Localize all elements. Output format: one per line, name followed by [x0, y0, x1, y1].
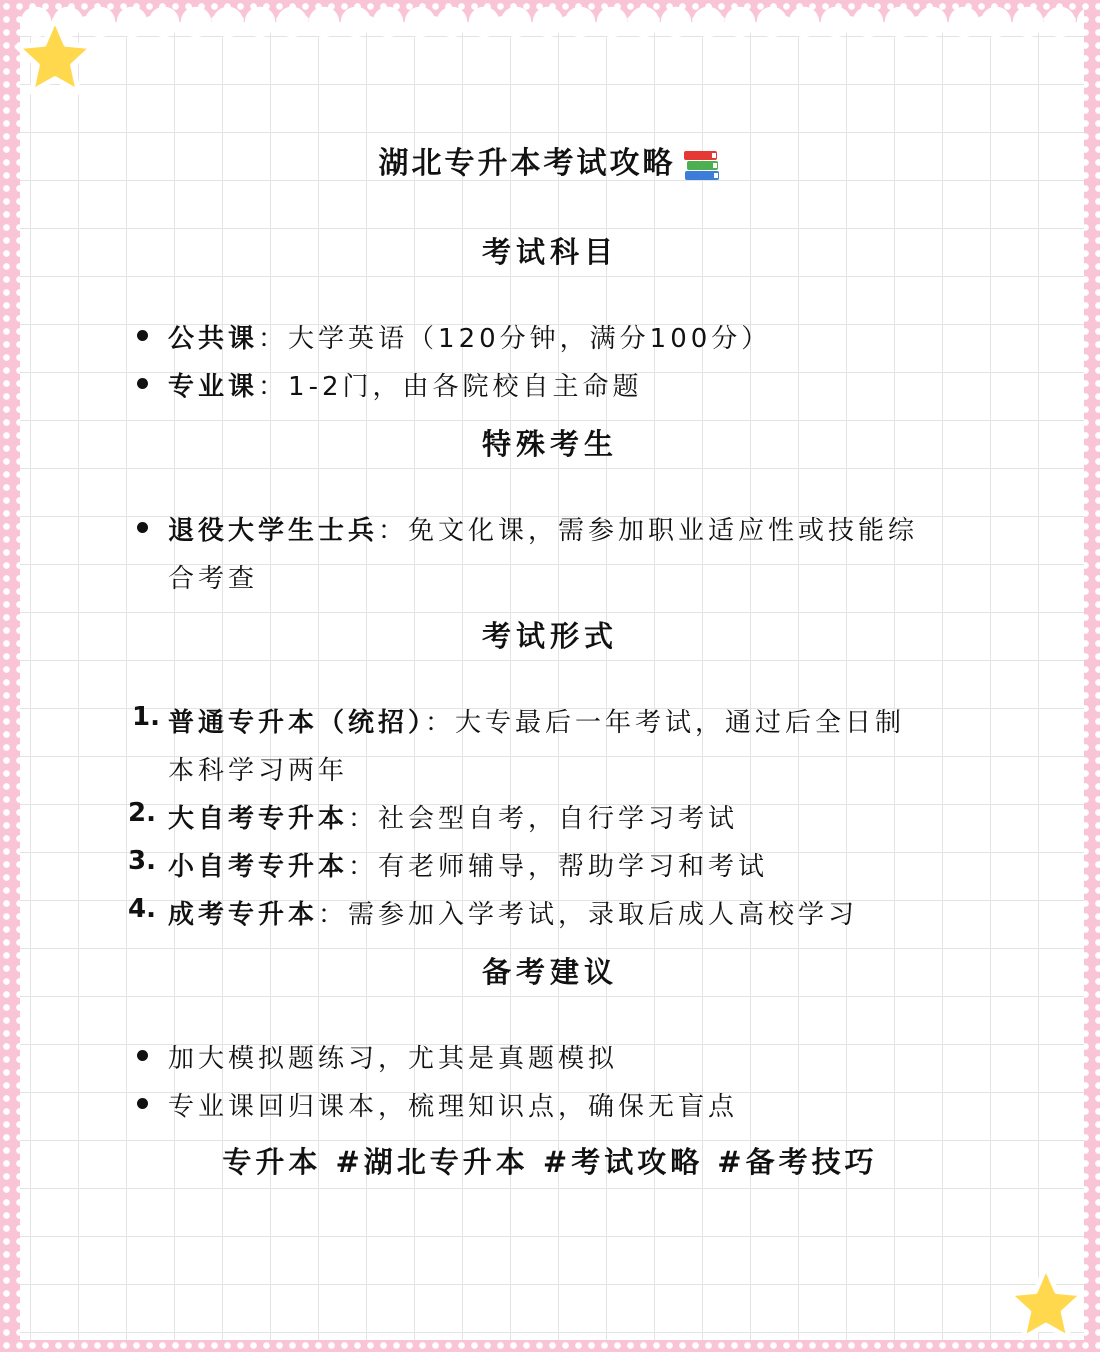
item-text: 需参加入学考试，录取后成人高校学习 [348, 900, 859, 930]
item-label: 大自考专升本 [168, 804, 349, 834]
list-item: 加大模拟题练习，尤其是真题模拟 [168, 1044, 619, 1074]
bullet-dot [137, 1050, 148, 1061]
list-item [168, 318, 771, 355]
page-title [0, 138, 1100, 183]
list-item [168, 894, 858, 931]
section-heading: 考试科目 [481, 235, 618, 269]
books-icon [682, 147, 722, 183]
title-text: 湖北专升本考试攻略 [378, 146, 676, 181]
list-number: 3. [128, 846, 156, 876]
bullet-dot [137, 330, 148, 341]
item-separator: ： [348, 804, 379, 834]
list-number: 1. [132, 702, 160, 732]
item-label: 成考专升本 [168, 900, 319, 930]
item-text: 社会型自考，自行学习考试 [378, 804, 739, 834]
item-label: 退役大学生士兵 [168, 516, 379, 546]
item-separator: ： [378, 516, 409, 546]
section-heading: 特殊考生 [481, 427, 618, 461]
item-separator: ： [258, 372, 289, 402]
item-label: 公共课 [168, 324, 259, 354]
item-text: 免文化课，需参加职业适应性或技能综 [408, 516, 919, 546]
item-text: 大学英语（120分钟，满分100分） [288, 324, 772, 354]
list-item [168, 702, 905, 739]
bullet-dot [137, 378, 148, 389]
list-item [168, 510, 918, 547]
item-separator: ： [425, 708, 456, 738]
hashtags: 专升本 #湖北专升本 #考试攻略 #备考技巧 [222, 1145, 878, 1179]
bullet-dot [137, 522, 148, 533]
item-separator: ： [318, 900, 349, 930]
list-item: 专业课回归课本，梳理知识点，确保无盲点 [168, 1092, 739, 1122]
list-item-continuation: 合考查 [168, 564, 259, 594]
list-item [168, 846, 768, 883]
item-label: 专业课 [168, 372, 259, 402]
list-item [168, 366, 643, 403]
item-separator: ： [258, 324, 289, 354]
list-number: 4. [128, 894, 156, 924]
item-label: 普通专升本（统招） [168, 708, 426, 738]
item-text: 大专最后一年考试，通过后全日制 [455, 708, 906, 738]
list-item [168, 798, 738, 835]
section-heading: 考试形式 [481, 619, 618, 653]
list-item-continuation: 本科学习两年 [168, 756, 349, 786]
list-number: 2. [128, 798, 156, 828]
item-text: 1-2门，由各院校自主命题 [288, 372, 643, 402]
item-label: 小自考专升本 [168, 852, 349, 882]
bullet-dot [137, 1098, 148, 1109]
item-text: 有老师辅导，帮助学习和考试 [378, 852, 769, 882]
item-separator: ： [348, 852, 379, 882]
section-heading: 备考建议 [481, 955, 618, 989]
